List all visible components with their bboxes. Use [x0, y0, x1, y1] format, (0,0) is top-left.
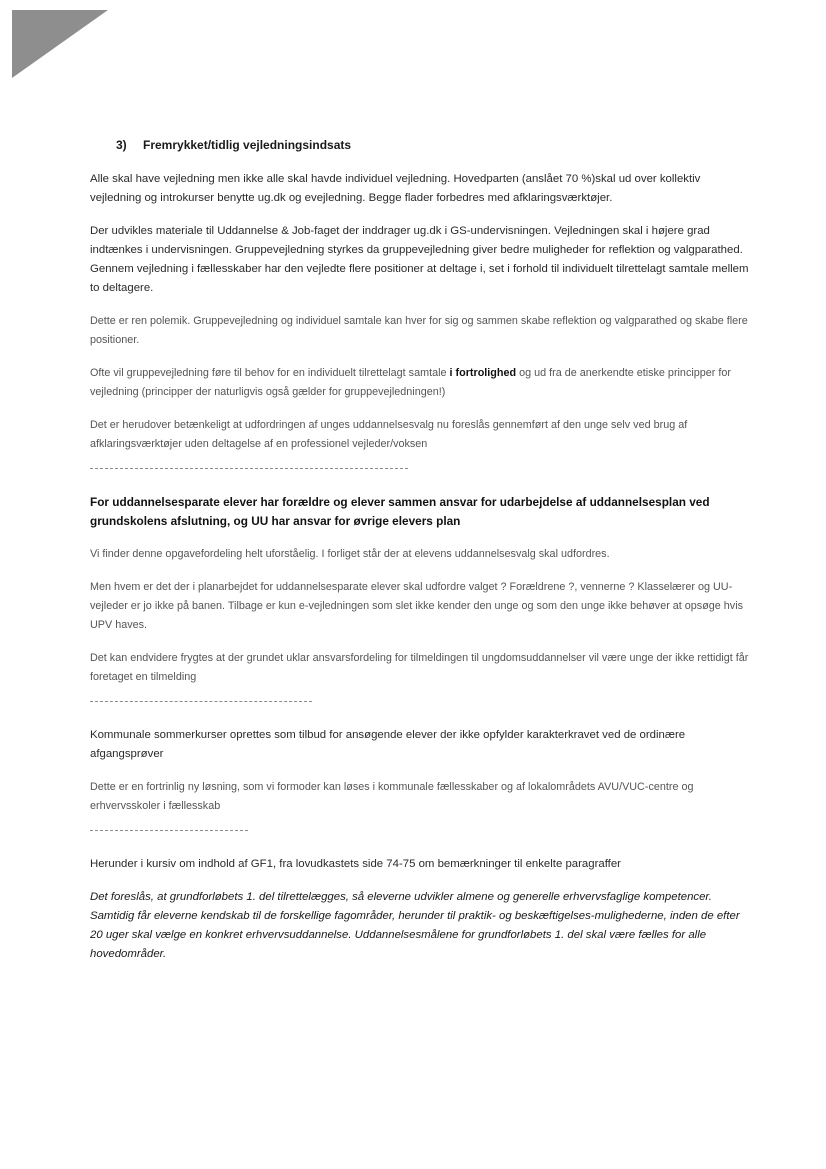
- section-number: 3): [116, 138, 127, 152]
- paragraph-3: Dette er ren polemik. Gruppevejledning og individuel samtale kan hver for sig og sammen skabe reflektion og valgparathed og skabe flere positioner.: [90, 315, 748, 346]
- paragraph-4: [90, 364, 750, 402]
- paragraph-5: Det er herudover betænkeligt at udfordringen af unges uddannelsesvalg nu foreslås gennemført af den unge selv ved brug af afklaringsværktøjer uden deltagelse af en professionel vejleder/voksen: [90, 419, 688, 450]
- dashed-divider: [90, 701, 312, 702]
- paragraph-10: Kommunale sommerkurser oprettes som tilbud for ansøgende elever der ikke opfylder karakterkravet ved de ordinære afgangsprøver: [90, 729, 686, 760]
- paragraph-11: Dette er en fortrinlig ny løsning, som vi formoder kan løses i kommunale fællesskaber og af lokalområdets AVU/VUC-centre og erhvervsskoler i fællesskab: [90, 781, 694, 812]
- document-page: [90, 138, 750, 978]
- section-heading: [116, 138, 750, 152]
- paragraph-4-post: og ud fra de anerkendte etiske principper for vejledning (principper der naturligvis også gælder for gruppevejledningen!): [90, 367, 731, 398]
- dashed-divider: [90, 468, 408, 469]
- paragraph-1: Alle skal have vejledning men ikke alle skal havde individuel vejledning. Hovedparten (anslået 70 %)skal ud over kollektiv vejledning og introkurser benytte ug.dk og evejledning. Begge flader forbedres med afklaringsværktøjer.: [90, 173, 701, 204]
- section-title: Fremrykket/tidlig vejledningsindsats: [143, 138, 352, 152]
- paragraph-9: Det kan endvidere frygtes at der grundet uklar ansvarsfordeling for tilmeldingen til ungdomsuddannelser vil være unge der ikke rettidigt får foretaget en tilmelding: [90, 652, 749, 683]
- paragraph-7: Vi finder denne opgavefordeling helt uforståelig. I forliget står der at elevens uddannelsesvalg skal udfordres.: [90, 548, 610, 560]
- paragraph-4-pre: Ofte vil gruppevejledning føre til behov for en individuelt tilrettelagt samtale: [90, 367, 450, 379]
- paragraph-13-italic-quote: Det foreslås, at grundforløbets 1. del tilrettelægges, så eleverne udvikler almene og generelle erhvervsfaglige kompetencer. Samtidig får eleverne kendskab til de forskellige fagområder, herunder til praktik- og beskæftigelses-mulighederne, inden de efter 20 uger skal vælge en konkret erhvervsuddannelse. Uddannelsesmålene for grundforløbets 1. del skal være fælles for alle hovedområder.: [90, 891, 740, 960]
- paragraph-8: Men hvem er det der i planarbejdet for uddannelsesparate elever skal udfordre valget ? Forældrene ?, vennerne ? Klasselærer og UU-vejleder er jo ikke på banen. Tilbage er kun e-vejledningen som slet ikke kender den unge og som den unge ikke behøver at opsøge hvis UPV haves.: [90, 581, 744, 631]
- scan-corner-mark: [12, 10, 108, 78]
- dashed-divider: [90, 830, 248, 831]
- paragraph-2: Der udvikles materiale til Uddannelse & Job-faget der inddrager ug.dk i GS-undervisningen. Vejledningen skal i højere grad indtænkes i undervisningen. Gruppevejledning styrkes da gruppevejledning giver bedre muligheder for reflektion og valgparathed. Gennem vejledning i fællesskaber har den vejledte flere positioner at deltage i, set i forhold til individuelt tilrettelagt samtale mellem to deltagere.: [90, 225, 749, 294]
- paragraph-4-bold: i fortrolighed: [449, 367, 517, 379]
- paragraph-6: For uddannelsesparate elever har forældre og elever sammen ansvar for udarbejdelse af uddannelsesplan ved grundskolens afslutning, og UU har ansvar for øvrige elevers plan: [90, 495, 710, 528]
- paragraph-12: Herunder i kursiv om indhold af GF1, fra lovudkastets side 74-75 om bemærkninger til enkelte paragraffer: [90, 858, 621, 870]
